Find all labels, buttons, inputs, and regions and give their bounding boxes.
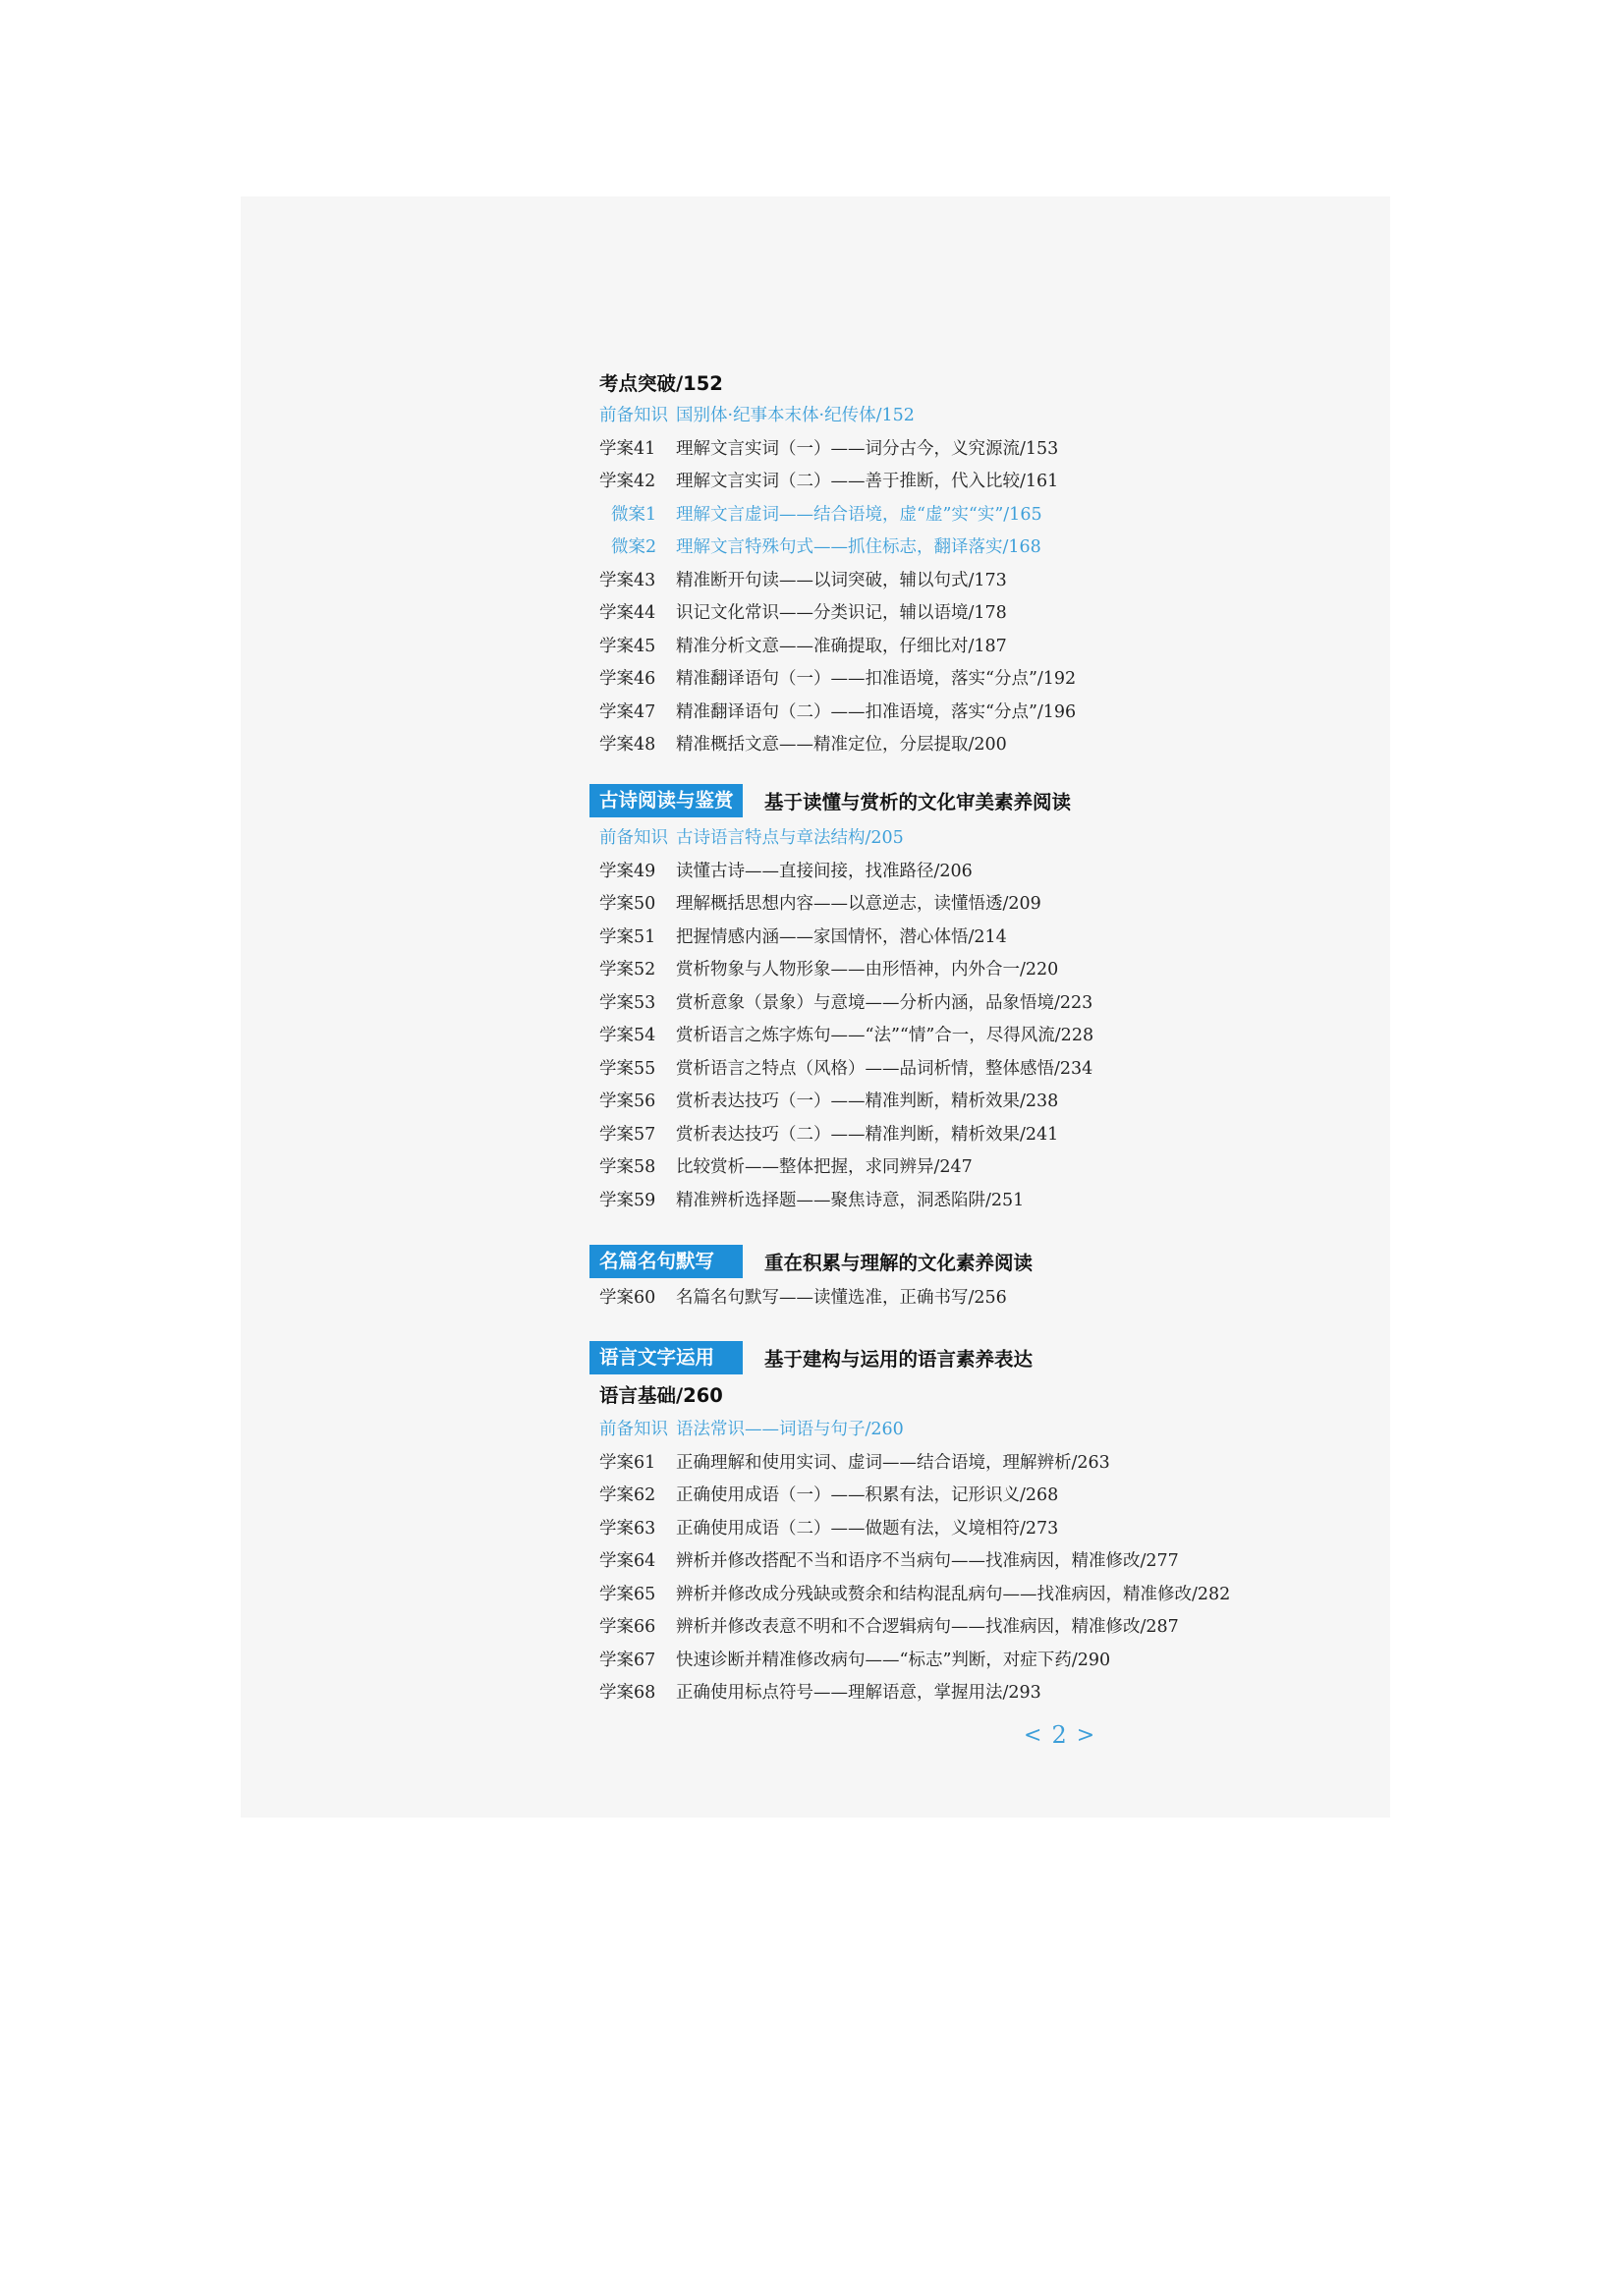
prev-arrow-icon: <	[1024, 1722, 1042, 1748]
toc-entry-title: 名篇名句默写——读懂选准，正确书写/256	[676, 1288, 1007, 1308]
toc-entry-title: 识记文化常识——分类识记，辅以语境/178	[676, 603, 1007, 623]
toc-entry-title: 正确理解和使用实词、虚词——结合语境，理解辨析/263	[676, 1452, 1110, 1473]
toc-entry	[599, 598, 1007, 628]
toc-entry	[599, 730, 1007, 759]
section-subtitle: 基于建构与运用的语言素养表达	[764, 1348, 1034, 1371]
toc-entry-label: 学案48	[599, 735, 656, 755]
toc-entry	[599, 923, 1007, 952]
toc-entry-label: 学案56	[599, 1092, 656, 1111]
toc-entry-label: 学案63	[599, 1518, 656, 1539]
toc-entry-title: 赏析表达技巧（一）——精准判断，精析效果/238	[676, 1092, 1059, 1111]
toc-entry-title: 理解文言实词（二）——善于推断，代入比较/161	[676, 472, 1059, 491]
toc-entry-title: 比较赏析——整体把握，求同辨异/247	[676, 1157, 973, 1177]
toc-entry	[599, 988, 1092, 1018]
toc-entry-title: 赏析语言之特点（风格）——品词析情，整体感悟/234	[676, 1058, 1093, 1079]
toc-entry-title: 赏析语言之炼字炼句——“法”“情”合一，尽得风流/228	[676, 1026, 1094, 1045]
toc-entry	[599, 467, 1058, 496]
toc-entry	[599, 823, 904, 853]
toc-entry-title: 赏析意象（景象）与意境——分析内涵，品象悟境/223	[676, 992, 1093, 1013]
toc-entry-title: 读懂古诗——直接间接，找准路径/206	[676, 861, 973, 881]
toc-entry	[599, 1186, 1024, 1215]
toc-entry-label: 微案2	[611, 537, 657, 557]
toc-entry-title: 正确使用成语（一）——积累有法，记形识义/268	[676, 1485, 1059, 1505]
toc-entry	[599, 857, 973, 886]
toc-entry-label: 学案58	[599, 1157, 656, 1177]
toc-entry-label: 学案65	[599, 1584, 656, 1604]
toc-entry	[599, 632, 1007, 661]
toc-entry-title: 辨析并修改表意不明和不合逻辑病句——找准病因，精准修改/287	[676, 1617, 1179, 1637]
toc-entry	[599, 1546, 1179, 1576]
toc-entry-title: 国别体·纪事本末体·纪传体/152	[676, 406, 915, 425]
toc-entry-title: 古诗语言特点与章法结构/205	[676, 828, 904, 848]
page-number	[1024, 1721, 1094, 1749]
toc-entry	[599, 1514, 1058, 1543]
toc-entry-title: 把握情感内涵——家国情怀，潜心体悟/214	[676, 926, 1007, 947]
toc-entry-label: 学案62	[599, 1485, 656, 1505]
section-heading-yuyanjichu: 语言基础/260	[599, 1384, 723, 1407]
section-band-gushi	[589, 784, 1071, 817]
toc-entry-label: 学案44	[599, 603, 656, 623]
section-band-mingpian	[589, 1245, 1033, 1278]
toc-entry-label: 学案66	[599, 1617, 656, 1637]
section-subtitle: 重在积累与理解的文化素养阅读	[764, 1252, 1034, 1274]
toc-entry-label: 学案53	[599, 992, 656, 1013]
toc-entry	[599, 1481, 1058, 1510]
toc-entry-label: 前备知识	[599, 1420, 668, 1439]
toc-entry-title: 精准辨析选择题——聚焦诗意，洞悉陷阱/251	[676, 1190, 1025, 1210]
section-heading-kaodian: 考点突破/152	[599, 372, 723, 395]
toc-entry	[599, 1120, 1058, 1149]
toc-entry	[599, 434, 1058, 464]
toc-entry-label: 学案41	[599, 438, 656, 459]
toc-entry-title: 精准分析文意——准确提取，仔细比对/187	[676, 636, 1007, 656]
toc-entry-title: 理解概括思想内容——以意逆志，读懂悟透/209	[676, 894, 1041, 914]
toc-entry-title: 精准概括文意——精准定位，分层提取/200	[676, 735, 1007, 755]
toc-entry-title: 理解文言特殊句式——抓住标志，翻译落实/168	[676, 537, 1041, 557]
next-arrow-icon: >	[1076, 1722, 1095, 1748]
toc-entry	[599, 1087, 1058, 1116]
toc-entry-title: 辨析并修改搭配不当和语序不当病句——找准病因，精准修改/277	[676, 1551, 1179, 1571]
toc-entry-label: 学案51	[599, 926, 656, 947]
toc-entry-title: 赏析物象与人物形象——由形悟神，内外合一/220	[676, 960, 1059, 980]
toc-entry	[599, 566, 1007, 595]
toc-entry	[599, 1415, 904, 1444]
toc-entry	[599, 1021, 1093, 1050]
toc-entry-label: 微案1	[611, 504, 657, 525]
toc-entry-label: 学案46	[599, 669, 656, 689]
toc-entry-title: 赏析表达技巧（二）——精准判断，精析效果/241	[676, 1124, 1059, 1145]
toc-entry	[599, 955, 1058, 984]
toc-entry-title: 理解文言实词（一）——词分古今，义究源流/153	[676, 438, 1059, 459]
toc-entry-label: 学案54	[599, 1026, 656, 1045]
toc-entry-title: 精准断开句读——以词突破，辅以句式/173	[676, 570, 1007, 590]
toc-entry-label: 学案42	[599, 472, 656, 491]
toc-entry-label: 学案60	[599, 1288, 656, 1308]
toc-entry	[599, 401, 915, 430]
toc-entry-label: 学案50	[599, 894, 656, 914]
section-tag: 古诗阅读与鉴赏	[589, 784, 743, 817]
toc-entry-label: 学案59	[599, 1190, 656, 1210]
toc-entry-label: 学案49	[599, 861, 656, 881]
page-sheet	[241, 196, 1390, 1818]
section-band-yuyan	[589, 1341, 1033, 1374]
toc-entry	[599, 1646, 1110, 1675]
toc-entry-label: 学案55	[599, 1058, 656, 1079]
toc-entry-label: 学案52	[599, 960, 656, 980]
toc-entry	[599, 1152, 973, 1182]
toc-entry-title: 精准翻译语句（一）——扣准语境，落实“分点”/192	[676, 669, 1077, 689]
toc-entry	[599, 1678, 1041, 1708]
toc-entry-title: 正确使用标点符号——理解语意，掌握用法/293	[676, 1683, 1041, 1703]
toc-entry-title: 正确使用成语（二）——做题有法，义境相符/273	[676, 1518, 1059, 1539]
toc-entry-label: 学案57	[599, 1124, 656, 1145]
toc-entry-label: 学案64	[599, 1551, 656, 1571]
toc-entry-label: 学案68	[599, 1683, 656, 1703]
toc-entry	[599, 500, 1042, 530]
toc-entry-label: 学案47	[599, 701, 656, 722]
toc-entry	[599, 1283, 1007, 1313]
toc-entry	[599, 698, 1076, 727]
page-number-value: 2	[1051, 1721, 1067, 1749]
section-tag: 语言文字运用	[589, 1341, 743, 1374]
toc-entry	[599, 532, 1041, 562]
toc-entry	[599, 1054, 1092, 1084]
toc-entry-label: 前备知识	[599, 406, 668, 425]
toc-entry-title: 辨析并修改成分残缺或赘余和结构混乱病句——找准病因，精准修改/282	[676, 1584, 1231, 1604]
toc-entry-label: 前备知识	[599, 828, 668, 848]
toc-entry-label: 学案61	[599, 1452, 656, 1473]
section-subtitle: 基于读懂与赏析的文化审美素养阅读	[764, 791, 1072, 813]
toc-entry-title: 精准翻译语句（二）——扣准语境，落实“分点”/196	[676, 701, 1077, 722]
toc-entry-label: 学案45	[599, 636, 656, 656]
toc-entry-title: 理解文言虚词——结合语境，虚“虚”实“实”/165	[676, 504, 1042, 525]
toc-entry-title: 快速诊断并精准修改病句——“标志”判断，对症下药/290	[676, 1650, 1111, 1670]
toc-entry-label: 学案67	[599, 1650, 656, 1670]
toc-entry	[599, 664, 1076, 694]
section-tag: 名篇名句默写	[589, 1245, 743, 1278]
toc-entry	[599, 1580, 1230, 1609]
toc-entry-title: 语法常识——词语与句子/260	[676, 1420, 904, 1439]
toc-entry-label: 学案43	[599, 570, 656, 590]
toc-entry	[599, 1612, 1179, 1642]
toc-entry	[599, 1448, 1110, 1478]
toc-entry	[599, 889, 1041, 919]
